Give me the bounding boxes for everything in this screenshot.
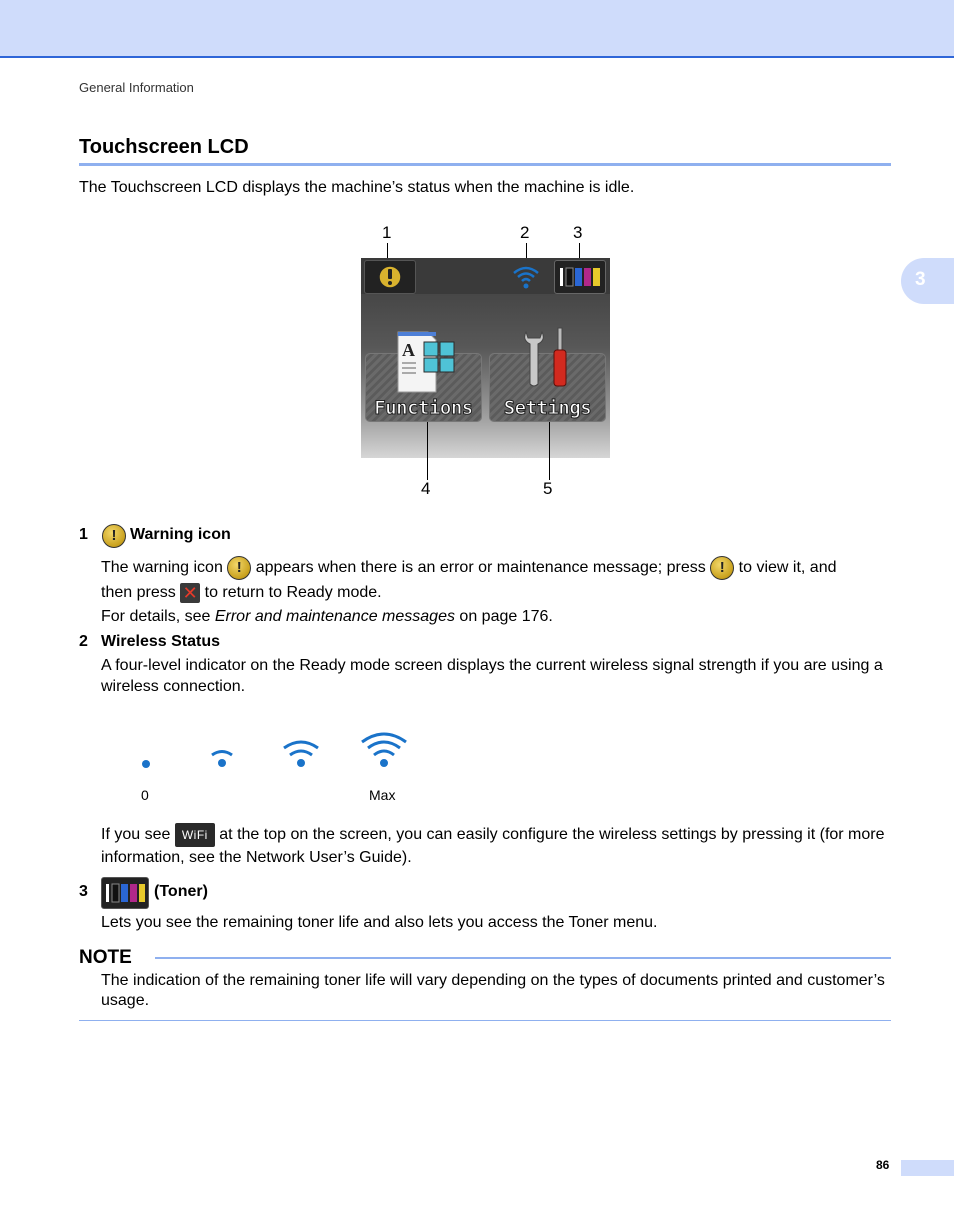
callout-5: 5	[543, 479, 553, 498]
callout-3: 3	[573, 223, 583, 242]
svg-text:A: A	[402, 340, 415, 360]
chapter-tab	[901, 258, 954, 304]
item-3-number: 3	[79, 883, 88, 900]
functions-icon	[366, 330, 481, 397]
cross-reference-link[interactable]: Error and maintenance messages	[214, 608, 455, 625]
signal-level-3	[362, 734, 406, 767]
item-3-description: Lets you see the remaining toner life and also lets you access the Toner menu.	[101, 914, 658, 931]
close-icon: ✕	[180, 583, 200, 603]
title-rule	[79, 163, 891, 166]
lcd-warning-button[interactable]	[364, 260, 416, 294]
item-2-number: 2	[79, 633, 88, 650]
callout-1: 1	[382, 223, 392, 242]
settings-icon	[490, 324, 605, 391]
lcd-toner-button[interactable]	[554, 260, 606, 294]
item-3-heading: (Toner)	[154, 883, 208, 900]
signal-max-label: Max	[369, 787, 396, 803]
item-1-text-g: on page 176.	[459, 608, 553, 625]
item-2-wifi-text-a: If you see	[101, 826, 171, 844]
note-rule	[155, 957, 891, 959]
item-1-line-3	[101, 606, 891, 627]
note-bottom-rule	[79, 1020, 891, 1021]
item-2-heading: Wireless Status	[101, 633, 221, 650]
lcd-screen	[361, 258, 610, 458]
warning-icon: !	[227, 556, 251, 580]
item-1-text-d: then press	[101, 584, 176, 601]
callout-line-5	[549, 422, 550, 480]
callout-line-4	[427, 422, 428, 480]
item-1-text-a: The warning icon	[101, 559, 223, 577]
item-2-wifi-text-b: at the top on the screen, you can easily configure the wireless settings by pressing it (for more information, see the Network User’s Guide).	[101, 826, 885, 866]
item-1-text-c: to view it, and	[738, 559, 837, 577]
settings-label: Settings	[503, 397, 592, 419]
toner-icon	[101, 877, 149, 909]
item-1-text-e: to return to Ready mode.	[204, 584, 382, 601]
running-header: General Information	[79, 80, 194, 95]
note-text: The indication of the remaining toner life will vary depending on the types of documents printed and customer’s usage.	[101, 972, 885, 1009]
callout-4: 4	[421, 479, 431, 498]
wifi-button-icon: WiFi	[175, 823, 215, 847]
chapter-number: 3	[915, 269, 926, 290]
lcd-settings-button[interactable]	[489, 353, 606, 422]
lcd-wifi-indicator	[509, 260, 543, 297]
functions-label: Functions	[374, 397, 473, 419]
warning-icon: !	[102, 524, 126, 548]
signal-level-2	[284, 742, 318, 767]
item-2-wifi-paragraph	[101, 823, 891, 868]
signal-level-1	[212, 752, 232, 768]
note-title: NOTE	[79, 947, 132, 968]
signal-level-0	[142, 760, 150, 768]
page-title: Touchscreen LCD	[79, 136, 249, 158]
toner-icon	[555, 261, 605, 293]
warning-icon: !	[710, 556, 734, 580]
intro-paragraph: The Touchscreen LCD displays the machine’s status when the machine is idle.	[79, 179, 635, 196]
item-2-description: A four-level indicator on the Ready mode screen displays the current wireless signal strength if you are using a wireless connection.	[101, 657, 883, 695]
signal-min-label: 0	[141, 787, 149, 803]
wifi-signal-icon	[509, 260, 543, 292]
page-tab	[901, 1160, 954, 1176]
signal-strength-levels	[130, 730, 420, 775]
item-1-text-b: appears when there is an error or maintenance message; press	[255, 559, 706, 577]
item-1-text-f: For details, see	[101, 608, 211, 625]
item-1-heading: Warning icon	[130, 526, 231, 543]
top-band	[0, 0, 954, 58]
warning-icon	[365, 261, 415, 293]
item-1-line-1	[101, 556, 891, 580]
callout-2: 2	[520, 223, 530, 242]
item-1-number: 1	[79, 526, 88, 543]
item-1-line-2	[101, 582, 891, 603]
page-number: 86	[876, 1158, 890, 1172]
lcd-functions-button[interactable]	[365, 340, 482, 422]
